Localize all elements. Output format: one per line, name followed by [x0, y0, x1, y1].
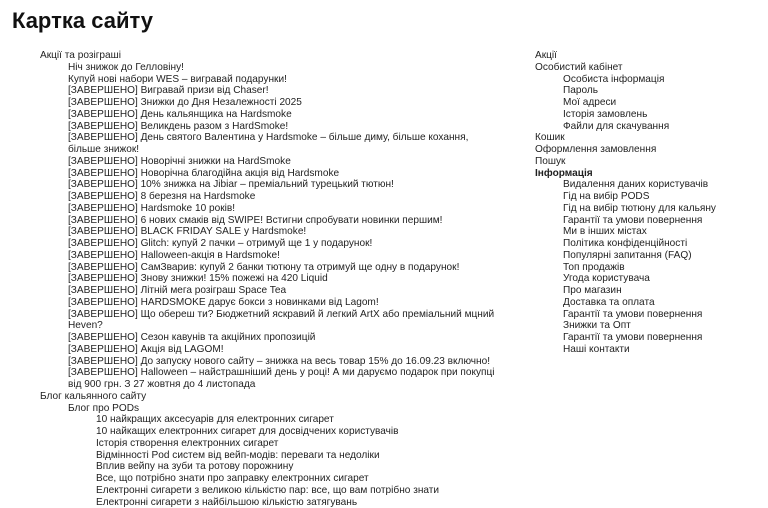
sitemap-link[interactable]: Ми в інших містах: [563, 226, 647, 238]
sitemap-link[interactable]: [ЗАВЕРШЕНО] Що обереш ти? Бюджетний яскравий й легкий ArtX або преміальний мцний Heven?: [68, 308, 495, 332]
sitemap-link[interactable]: Наші контакти: [563, 343, 630, 355]
sitemap-link[interactable]: [ЗАВЕРШЕНО] BLACK FRIDAY SALE у Hardsmoke!: [68, 226, 307, 238]
sitemap-link[interactable]: Пошук: [535, 155, 566, 167]
sitemap-link[interactable]: 10 найкращих аксесуарів для електронних сигарет: [96, 414, 334, 426]
sitemap-link[interactable]: Мої адреси: [563, 97, 617, 108]
sitemap-link[interactable]: [ЗАВЕРШЕНО] Знижки до Дня Незалежності 2025: [68, 97, 302, 108]
sitemap-link[interactable]: Угода користувача: [563, 273, 650, 285]
sitemap-link[interactable]: [ЗАВЕРШЕНО] Знову знижки! 15% пожежі на 420 Liquid: [68, 273, 328, 285]
sitemap-link[interactable]: Особистий кабінет: [535, 61, 623, 73]
sitemap-link[interactable]: [ЗАВЕРШЕНО] Сезон кавунів та акційних пропозицій: [68, 332, 316, 343]
sitemap-link[interactable]: Історія створення електронних сигарет: [96, 437, 279, 449]
sitemap-link[interactable]: [ЗАВЕРШЕНО] Вигравай призи від Chaser!: [68, 85, 269, 97]
sitemap-link[interactable]: Про магазин: [563, 285, 622, 296]
sitemap-link[interactable]: Файли для скачування: [563, 120, 670, 132]
sitemap-link[interactable]: 10 найкащих електронних сигарет для досвідчених користувачів: [96, 426, 399, 437]
sitemap-link[interactable]: [ЗАВЕРШЕНО] День кальянщика на Hardsmoke: [68, 108, 292, 120]
sitemap-link[interactable]: Акції: [535, 50, 557, 61]
sitemap-link[interactable]: Гарантії та умови повернення: [563, 308, 703, 320]
sitemap-link[interactable]: [ЗАВЕРШЕНО] Великдень разом з HardSmoke!: [68, 120, 289, 132]
sitemap-link[interactable]: Знижки та Опт: [563, 320, 631, 332]
sitemap-link[interactable]: Історія замовлень: [563, 108, 648, 120]
sitemap-link[interactable]: Все, що потрібно знати про заправку електронних сигарет: [96, 473, 369, 484]
sitemap-link[interactable]: [ЗАВЕРШЕНО] Halloween-акція в Hardsmoke!: [68, 249, 280, 261]
sitemap-link[interactable]: Видалення даних користувачів: [563, 179, 709, 191]
sitemap-link[interactable]: Політика конфіденційності: [563, 238, 688, 249]
sitemap-link[interactable]: Інформація: [535, 167, 593, 179]
sitemap-link[interactable]: Кошик: [535, 132, 565, 144]
sitemap-link[interactable]: Електронні сигарети з найбільшою кількістю затягувань: [96, 496, 358, 508]
sitemap-link[interactable]: Електронні сигарети з великою кількістю пар: все, що вам потрібно знати: [96, 484, 440, 496]
sitemap-link[interactable]: Блог кальянного сайту: [40, 390, 147, 402]
sitemap-link[interactable]: Вплив вейпу на зуби та ротову порожнину: [96, 461, 294, 473]
sitemap-link[interactable]: [ЗАВЕРШЕНО] HARDSMOKE дарує бокси з новинками від Lagom!: [68, 296, 379, 308]
sitemap-link[interactable]: [ЗАВЕРШЕНО] Glitch: купуй 2 пачки – отримуй ще 1 у подарунок!: [68, 238, 373, 249]
sitemap-link[interactable]: Акції та розіграші: [40, 50, 121, 61]
sitemap-right-column: [495, 50, 765, 356]
sitemap-link[interactable]: Гід на вибір тютюну для кальяну: [563, 202, 716, 214]
sitemap-link[interactable]: [ЗАВЕРШЕНО] Hardsmoke 10 років!: [68, 202, 236, 214]
page-title: Картка сайту: [12, 8, 154, 33]
sitemap-link[interactable]: Блог про PODs: [68, 402, 140, 414]
sitemap-link[interactable]: Гід на вибір PODS: [563, 191, 650, 202]
sitemap-link[interactable]: [ЗАВЕРШЕНО] 6 нових смаків від SWIPE! Встигни спробувати новинки першим!: [68, 214, 443, 226]
sitemap-link[interactable]: Ніч знижок до Гелловіну!: [68, 61, 184, 73]
sitemap-left-column: [0, 50, 500, 508]
sitemap-link[interactable]: Особиста інформація: [563, 73, 665, 85]
sitemap-link[interactable]: [ЗАВЕРШЕНО] СамЗварив: купуй 2 банки тютюну та отримуй ще одну в подарунок!: [68, 261, 460, 273]
sitemap-link[interactable]: [ЗАВЕРШЕНО] Літній мега розіграш Space Tea: [68, 285, 287, 296]
sitemap-link[interactable]: Купуй нові набори WES – вигравай подарунки!: [68, 73, 287, 85]
sitemap-link[interactable]: Популярні запитання (FAQ): [563, 249, 692, 261]
sitemap-link[interactable]: Пароль: [563, 85, 599, 97]
sitemap-link[interactable]: [ЗАВЕРШЕНО] Новорічні знижки на HardSmoke: [68, 155, 291, 167]
sitemap-link[interactable]: [ЗАВЕРШЕНО] Новорічна благодійна акція від Hardsmoke: [68, 167, 340, 179]
sitemap-link[interactable]: [ЗАВЕРШЕНО] До запуску нового сайту – знижка на весь товар 15% до 16.09.23 включно!: [68, 355, 491, 367]
sitemap-link[interactable]: [ЗАВЕРШЕНО] 10% знижка на Jibiar – преміальний турецький тютюн!: [68, 179, 394, 191]
sitemap-link[interactable]: Відмінності Pod систем від вейп-модів: переваги та недоліки: [96, 449, 380, 461]
sitemap-link[interactable]: Гарантії та умови повернення: [563, 332, 703, 343]
sitemap-link[interactable]: [ЗАВЕРШЕНО] 8 березня на Hardsmoke: [68, 191, 256, 202]
sitemap-link[interactable]: [ЗАВЕРШЕНО] День святого Валентина у Hardsmoke – більше диму, більше кохання, більше знижок!: [68, 132, 469, 155]
sitemap-link[interactable]: Гарантії та умови повернення: [563, 214, 703, 226]
sitemap-link[interactable]: Доставка та оплата: [563, 296, 655, 308]
sitemap-link[interactable]: Оформлення замовлення: [535, 144, 657, 155]
sitemap-link[interactable]: [ЗАВЕРШЕНО] Halloween – найстрашніший день у році! А ми даруємо подарок при покупці від 900 грн. З 27 жовтня до 4 листопада: [68, 367, 495, 390]
sitemap-link[interactable]: [ЗАВЕРШЕНО] Акція від LAGOM!: [68, 343, 224, 355]
sitemap-link[interactable]: Топ продажів: [563, 261, 625, 273]
